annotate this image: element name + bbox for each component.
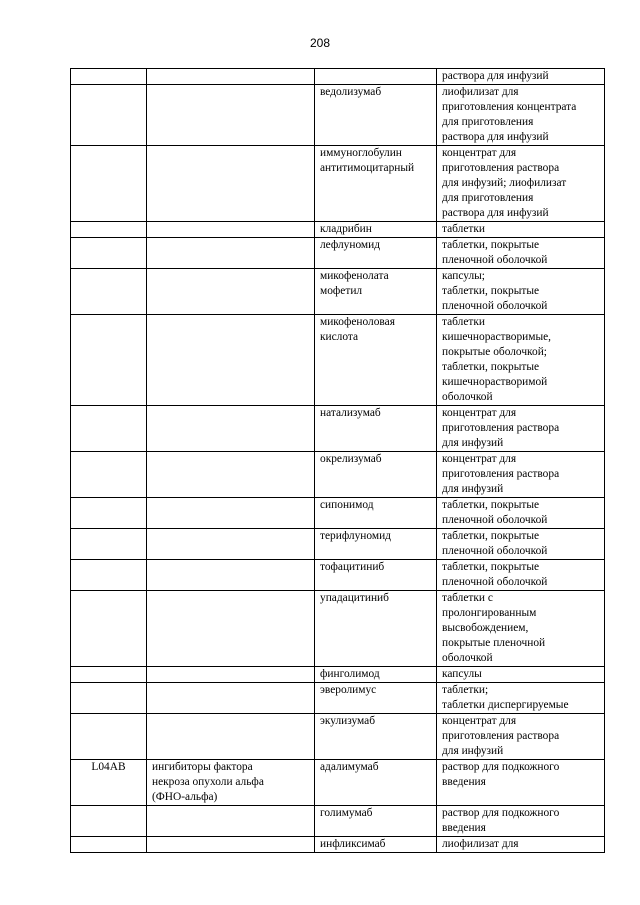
cell-text-line: приготовления раствора bbox=[442, 422, 560, 434]
table-row bbox=[71, 315, 605, 406]
table-row bbox=[71, 560, 605, 591]
dosage-form-cell bbox=[437, 591, 605, 667]
group-name-cell bbox=[147, 406, 315, 452]
group-name-cell bbox=[147, 315, 315, 406]
group-name-cell bbox=[147, 837, 315, 853]
cell-text-line: ингибиторы фактора bbox=[152, 761, 253, 773]
cell-text-line: таблетки bbox=[442, 316, 486, 328]
group-name-cell bbox=[147, 714, 315, 760]
table-row bbox=[71, 85, 605, 146]
cell-text-line: кислота bbox=[320, 331, 359, 343]
cell-text-line: для инфузий bbox=[442, 483, 504, 495]
cell-text-line: приготовления раствора bbox=[442, 162, 560, 174]
atc-code-cell bbox=[71, 529, 147, 560]
drug-name-cell bbox=[315, 683, 437, 714]
atc-code-cell: L04AB bbox=[71, 760, 147, 806]
cell-text-line: высвобождением, bbox=[442, 622, 529, 634]
drug-name-cell bbox=[315, 269, 437, 315]
table-row bbox=[71, 269, 605, 315]
group-name-cell bbox=[147, 452, 315, 498]
cell-text-line: лефлуномид bbox=[320, 239, 381, 251]
table-row bbox=[71, 591, 605, 667]
page-number: 208 bbox=[309, 36, 331, 50]
cell-text-line: покрытые оболочкой; bbox=[442, 346, 547, 358]
group-name-cell bbox=[147, 806, 315, 837]
table-row bbox=[71, 146, 605, 222]
cell-text-line: концентрат для bbox=[442, 147, 517, 159]
atc-code-cell bbox=[71, 806, 147, 837]
atc-code-cell bbox=[71, 714, 147, 760]
cell-text-line: таблетки диспергируемые bbox=[442, 699, 569, 711]
dosage-form-cell bbox=[437, 146, 605, 222]
dosage-form-cell bbox=[437, 667, 605, 683]
cell-text-line: терифлуномид bbox=[320, 530, 391, 542]
cell-text-line: некроза опухоли альфа bbox=[152, 776, 264, 788]
drug-name-cell bbox=[315, 591, 437, 667]
atc-code-cell bbox=[71, 452, 147, 498]
cell-text-line: капсулы; bbox=[442, 270, 485, 282]
cell-text-line: (ФНО-альфа) bbox=[152, 791, 218, 803]
atc-code-cell bbox=[71, 591, 147, 667]
cell-text-line: пролонгированным bbox=[442, 607, 537, 619]
dosage-form-cell bbox=[437, 222, 605, 238]
group-name-cell bbox=[147, 529, 315, 560]
drug-name-cell bbox=[315, 560, 437, 591]
cell-text-line: оболочкой bbox=[442, 652, 493, 664]
table-row bbox=[71, 498, 605, 529]
cell-text-line: таблетки, покрытые bbox=[442, 285, 540, 297]
cell-text-line: инфликсимаб bbox=[320, 838, 386, 850]
cell-text-line: покрытые пленочной bbox=[442, 637, 546, 649]
drug-name-cell bbox=[315, 452, 437, 498]
drug-name-cell bbox=[315, 406, 437, 452]
cell-text-line: кладрибин bbox=[320, 223, 372, 235]
group-name-cell bbox=[147, 269, 315, 315]
drug-name-cell bbox=[315, 760, 437, 806]
cell-text-line: введения bbox=[442, 822, 486, 834]
cell-text-line: лиофилизат для bbox=[442, 838, 519, 850]
cell-text-line: кишечнорастворимые, bbox=[442, 331, 552, 343]
dosage-form-cell bbox=[437, 806, 605, 837]
group-name-cell bbox=[147, 146, 315, 222]
group-name-cell bbox=[147, 69, 315, 85]
cell-text-line: таблетки bbox=[442, 223, 486, 235]
group-name-cell bbox=[147, 560, 315, 591]
drug-name-cell bbox=[315, 498, 437, 529]
drug-name-cell bbox=[315, 238, 437, 269]
cell-text-line: экулизумаб bbox=[320, 715, 376, 727]
cell-text-line: раствор для подкожного bbox=[442, 807, 560, 819]
dosage-form-cell bbox=[437, 760, 605, 806]
cell-text-line: упадацитиниб bbox=[320, 592, 389, 604]
dosage-form-cell bbox=[437, 498, 605, 529]
cell-text-line: пленочной оболочкой bbox=[442, 514, 548, 526]
drug-name-cell bbox=[315, 714, 437, 760]
cell-text-line: таблетки, покрытые bbox=[442, 239, 540, 251]
dosage-form-cell bbox=[437, 714, 605, 760]
cell-text-line: ведолизумаб bbox=[320, 86, 382, 98]
cell-text-line: приготовления раствора bbox=[442, 468, 560, 480]
atc-code-cell bbox=[71, 837, 147, 853]
cell-text-line: таблетки, покрытые bbox=[442, 530, 540, 542]
cell-text-line: для инфузий bbox=[442, 437, 504, 449]
cell-text-line: тофацитиниб bbox=[320, 561, 385, 573]
dosage-form-cell bbox=[437, 683, 605, 714]
drug-name-cell bbox=[315, 222, 437, 238]
cell-text-line: мофетил bbox=[320, 285, 363, 297]
cell-text-line: концентрат для bbox=[442, 715, 517, 727]
drug-table bbox=[70, 68, 605, 853]
cell-text-line: таблетки, покрытые bbox=[442, 361, 540, 373]
drug-name-cell bbox=[315, 806, 437, 837]
atc-code-cell bbox=[71, 498, 147, 529]
atc-code-cell bbox=[71, 238, 147, 269]
table-row bbox=[71, 837, 605, 853]
dosage-form-cell bbox=[437, 269, 605, 315]
dosage-form-cell bbox=[437, 315, 605, 406]
table-row bbox=[71, 683, 605, 714]
cell-text-line: микофенолата bbox=[320, 270, 389, 282]
dosage-form-cell bbox=[437, 406, 605, 452]
table-row bbox=[71, 806, 605, 837]
cell-text-line: таблетки, покрытые bbox=[442, 561, 540, 573]
drug-name-cell bbox=[315, 146, 437, 222]
cell-text-line: раствор для подкожного bbox=[442, 761, 560, 773]
dosage-form-cell bbox=[437, 69, 605, 85]
cell-text-line: концентрат для bbox=[442, 453, 517, 465]
atc-code-cell bbox=[71, 222, 147, 238]
cell-text-line: лиофилизат для bbox=[442, 86, 519, 98]
group-name-cell bbox=[147, 683, 315, 714]
cell-text-line: раствора для инфузий bbox=[442, 70, 549, 82]
atc-code-cell bbox=[71, 85, 147, 146]
cell-text-line: пленочной оболочкой bbox=[442, 545, 548, 557]
cell-text-line: антитимоцитарный bbox=[320, 162, 415, 174]
atc-code-cell bbox=[71, 406, 147, 452]
dosage-form-cell bbox=[437, 452, 605, 498]
table-row bbox=[71, 667, 605, 683]
atc-code-cell bbox=[71, 146, 147, 222]
cell-text-line: сипонимод bbox=[320, 499, 374, 511]
atc-code-cell bbox=[71, 69, 147, 85]
drug-name-cell bbox=[315, 315, 437, 406]
cell-text-line: концентрат для bbox=[442, 407, 517, 419]
cell-text-line: для приготовления bbox=[442, 116, 534, 128]
dosage-form-cell bbox=[437, 560, 605, 591]
dosage-form-cell bbox=[437, 238, 605, 269]
table-row bbox=[71, 406, 605, 452]
dosage-form-cell bbox=[437, 837, 605, 853]
atc-code-cell bbox=[71, 560, 147, 591]
cell-text-line: таблетки с bbox=[442, 592, 493, 604]
cell-text-line: приготовления раствора bbox=[442, 730, 560, 742]
group-name-cell bbox=[147, 760, 315, 806]
cell-text-line: для приготовления bbox=[442, 192, 534, 204]
cell-text-line: иммуноглобулин bbox=[320, 147, 402, 159]
cell-text-line: оболочкой bbox=[442, 391, 493, 403]
atc-code-cell bbox=[71, 667, 147, 683]
cell-text-line: кишечнорастворимой bbox=[442, 376, 548, 388]
table-row bbox=[71, 714, 605, 760]
group-name-cell bbox=[147, 591, 315, 667]
group-name-cell bbox=[147, 222, 315, 238]
dosage-form-cell bbox=[437, 85, 605, 146]
drug-name-cell bbox=[315, 837, 437, 853]
group-name-cell bbox=[147, 498, 315, 529]
drug-name-cell bbox=[315, 85, 437, 146]
drug-name-cell bbox=[315, 529, 437, 560]
cell-text-line: финголимод bbox=[320, 668, 380, 680]
drug-name-cell bbox=[315, 667, 437, 683]
cell-text-line: окрелизумаб bbox=[320, 453, 382, 465]
group-name-cell bbox=[147, 667, 315, 683]
cell-text-line: для инфузий; лиофилизат bbox=[442, 177, 567, 189]
cell-text-line: натализумаб bbox=[320, 407, 381, 419]
drug-name-cell bbox=[315, 69, 437, 85]
cell-text-line: таблетки; bbox=[442, 684, 489, 696]
cell-text-line: пленочной оболочкой bbox=[442, 576, 548, 588]
atc-code-cell bbox=[71, 315, 147, 406]
cell-text-line: пленочной оболочкой bbox=[442, 300, 548, 312]
table-row bbox=[71, 529, 605, 560]
cell-text-line: таблетки, покрытые bbox=[442, 499, 540, 511]
atc-code-cell bbox=[71, 269, 147, 315]
cell-text-line: раствора для инфузий bbox=[442, 131, 549, 143]
table-row bbox=[71, 760, 605, 806]
cell-text-line: голимумаб bbox=[320, 807, 373, 819]
table-row bbox=[71, 452, 605, 498]
cell-text-line: раствора для инфузий bbox=[442, 207, 549, 219]
atc-code-cell bbox=[71, 683, 147, 714]
table-row bbox=[71, 238, 605, 269]
table-row bbox=[71, 222, 605, 238]
cell-text-line: пленочной оболочкой bbox=[442, 254, 548, 266]
cell-text-line: для инфузий bbox=[442, 745, 504, 757]
cell-text-line: введения bbox=[442, 776, 486, 788]
cell-text-line: капсулы bbox=[442, 668, 482, 680]
group-name-cell bbox=[147, 85, 315, 146]
table-row bbox=[71, 69, 605, 85]
group-name-cell bbox=[147, 238, 315, 269]
cell-text-line: микофеноловая bbox=[320, 316, 395, 328]
cell-text-line: эверолимус bbox=[320, 684, 377, 696]
dosage-form-cell bbox=[437, 529, 605, 560]
cell-text-line: приготовления концентрата bbox=[442, 101, 577, 113]
cell-text-line: адалимумаб bbox=[320, 761, 379, 773]
